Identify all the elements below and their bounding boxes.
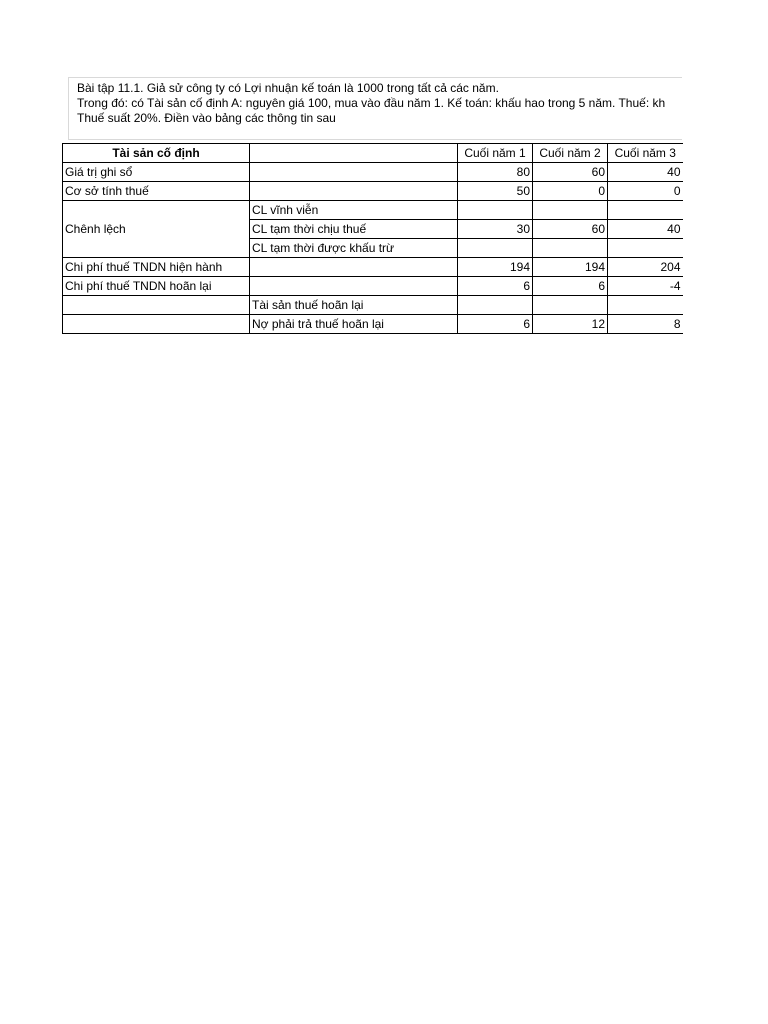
header-fixed-asset[interactable]: Tài sản cố định	[63, 144, 250, 163]
cell-deferred-liability-year-3[interactable]: 8	[608, 315, 683, 334]
cell-deductible-temporary-year-2[interactable]	[533, 239, 608, 258]
header-subcategory[interactable]	[250, 144, 458, 163]
cell-empty[interactable]	[250, 258, 458, 277]
header-year-1[interactable]: Cuối năm 1	[458, 144, 533, 163]
cell-deferred-asset-year-3[interactable]	[608, 296, 683, 315]
table-row-deferred-tax	[63, 277, 683, 296]
cell-deferred-tax-year-3[interactable]: -4	[608, 277, 683, 296]
cell-deferred-tax-year-2[interactable]: 6	[533, 277, 608, 296]
cell-deferred-asset-year-2[interactable]	[533, 296, 608, 315]
cell-permanent-year-2[interactable]	[533, 201, 608, 220]
table-row-deferred-tax-liability	[63, 315, 683, 334]
row-label-book-value[interactable]: Giá trị ghi sổ	[63, 163, 250, 182]
cell-deferred-liability-year-1[interactable]: 6	[458, 315, 533, 334]
sub-label-deferred-tax-liability[interactable]: Nợ phải trả thuế hoãn lại	[250, 315, 458, 334]
row-label-current-tax[interactable]: Chi phí thuế TNDN hiện hành	[63, 258, 250, 277]
cell-permanent-year-1[interactable]	[458, 201, 533, 220]
cell-deductible-temporary-year-3[interactable]	[608, 239, 683, 258]
row-label-deferred-tax[interactable]: Chi phí thuế TNDN hoãn lại	[63, 277, 250, 296]
cell-tax-base-year-1[interactable]: 50	[458, 182, 533, 201]
table-row-permanent-difference	[63, 201, 683, 220]
cell-empty[interactable]	[63, 296, 250, 315]
table-row-deferred-tax-asset	[63, 296, 683, 315]
cell-empty[interactable]	[63, 315, 250, 334]
cell-deferred-liability-year-2[interactable]: 12	[533, 315, 608, 334]
cell-deductible-temporary-year-1[interactable]	[458, 239, 533, 258]
exercise-textbox[interactable]	[68, 77, 682, 140]
cell-book-value-year-3[interactable]: 40	[608, 163, 683, 182]
cell-current-tax-year-3[interactable]: 204	[608, 258, 683, 277]
cell-tax-base-year-2[interactable]: 0	[533, 182, 608, 201]
sub-label-deferred-tax-asset[interactable]: Tài sản thuế hoãn lại	[250, 296, 458, 315]
cell-deferred-asset-year-1[interactable]	[458, 296, 533, 315]
cell-current-tax-year-2[interactable]: 194	[533, 258, 608, 277]
exercise-line-2: Trong đó: có Tài sản cố định A: nguyên giá 100, mua vào đầu năm 1. Kế toán: khấu hao trong 5 năm. Thuế: kh	[77, 96, 666, 110]
cell-permanent-year-3[interactable]	[608, 201, 683, 220]
sub-label-taxable-temporary[interactable]: CL tạm thời chịu thuế	[250, 220, 458, 239]
table-header-row	[63, 144, 683, 163]
cell-empty[interactable]	[250, 277, 458, 296]
table-row-book-value	[63, 163, 683, 182]
cell-taxable-temporary-year-1[interactable]: 30	[458, 220, 533, 239]
exercise-line-1: Bài tập 11.1. Giả sử công ty có Lợi nhuận kế toán là 1000 trong tất cả các năm.	[77, 81, 499, 95]
exercise-line-3: Thuế suất 20%. Điền vào bảng các thông tin sau	[77, 111, 336, 125]
table-row-current-tax	[63, 258, 683, 277]
sub-label-deductible-temporary[interactable]: CL tạm thời được khấu trừ	[250, 239, 458, 258]
cell-current-tax-year-1[interactable]: 194	[458, 258, 533, 277]
cell-book-value-year-1[interactable]: 80	[458, 163, 533, 182]
row-label-difference[interactable]: Chênh lệch	[63, 201, 250, 258]
sub-label-permanent-difference[interactable]: CL vĩnh viễn	[250, 201, 458, 220]
table-row-tax-base	[63, 182, 683, 201]
cell-tax-base-year-3[interactable]: 0	[608, 182, 683, 201]
cell-book-value-year-2[interactable]: 60	[533, 163, 608, 182]
cell-taxable-temporary-year-3[interactable]: 40	[608, 220, 683, 239]
cell-deferred-tax-year-1[interactable]: 6	[458, 277, 533, 296]
fixed-asset-tax-table	[62, 143, 683, 334]
cell-empty[interactable]	[250, 182, 458, 201]
header-year-3[interactable]: Cuối năm 3	[608, 144, 683, 163]
cell-empty[interactable]	[250, 163, 458, 182]
header-year-2[interactable]: Cuối năm 2	[533, 144, 608, 163]
row-label-tax-base[interactable]: Cơ sở tính thuế	[63, 182, 250, 201]
cell-taxable-temporary-year-2[interactable]: 60	[533, 220, 608, 239]
